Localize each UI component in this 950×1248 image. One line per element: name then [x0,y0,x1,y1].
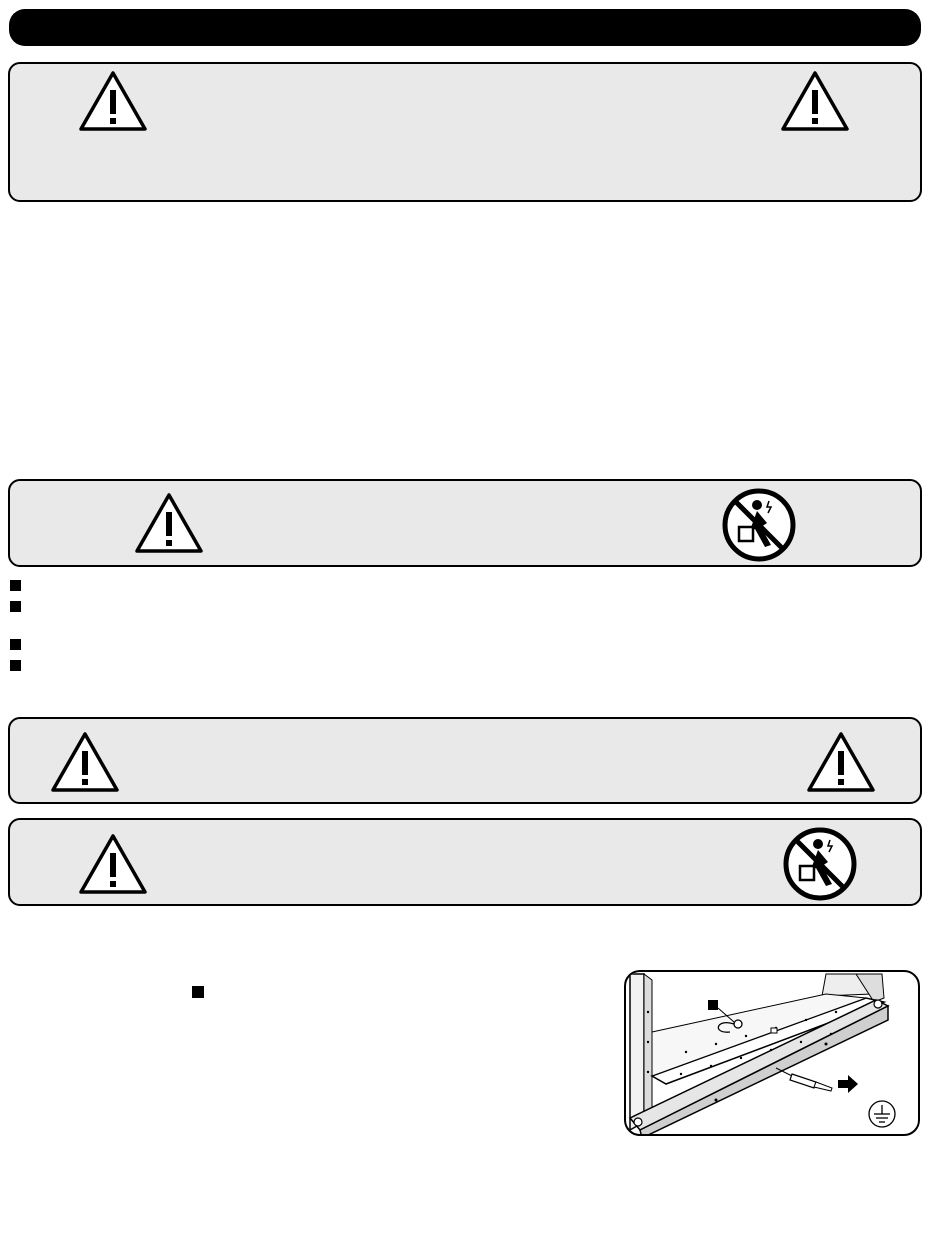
warning-triangle-icon [806,731,876,793]
warning-triangle-icon [780,70,850,132]
callout-marker-icon [192,986,204,998]
ground-symbol-icon [869,1101,895,1127]
section-title [9,9,921,46]
bullet-marker-icon [10,580,21,591]
no-lifting-icon [782,826,858,902]
warning-panel-2 [8,479,922,567]
warning-panel-4 [8,818,922,906]
bullet-marker-icon [10,639,21,650]
warning-triangle-icon [78,833,148,895]
warning-triangle-icon [50,731,120,793]
ground-connection-figure [624,970,920,1136]
bullet-marker-icon [10,660,21,671]
no-lifting-icon [721,487,797,563]
section-header-bar [9,9,921,46]
warning-panel-3 [8,717,922,804]
warning-panel-1 [8,62,922,202]
bullet-marker-icon [10,601,21,612]
cabinet-base-illustration [626,972,920,1136]
warning-triangle-icon [134,492,204,554]
warning-triangle-icon [78,70,148,132]
